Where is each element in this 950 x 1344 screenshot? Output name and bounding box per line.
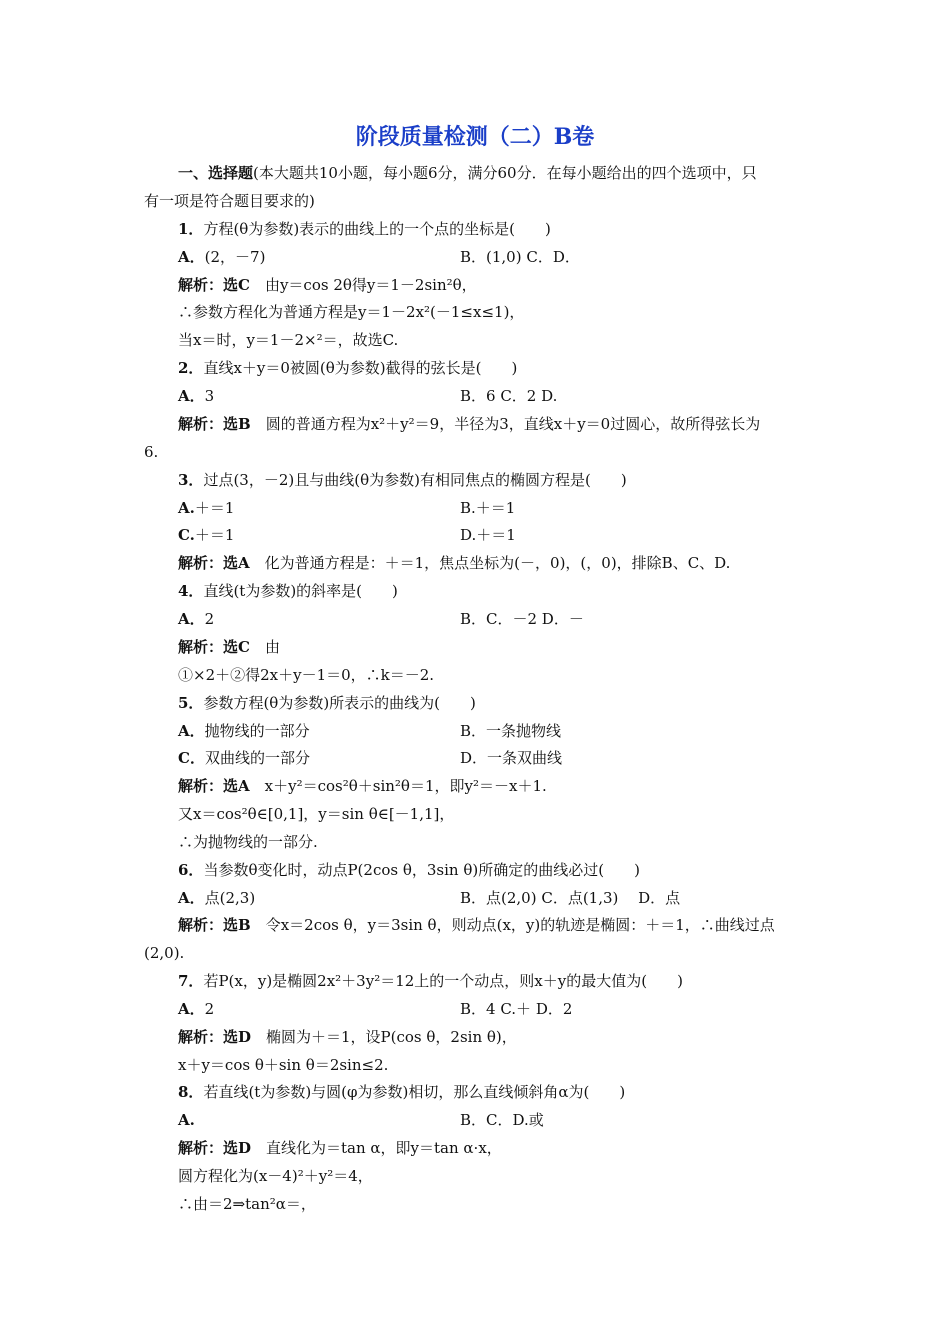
option-right: B．4 C.＋ D．2 <box>460 1000 573 1018</box>
text-line: (2,0). <box>144 944 185 962</box>
text-line: 2．直线x＋y＝0被圆(θ为参数)截得的弦长是( ) <box>178 359 518 377</box>
option-right: D.＋＝1 <box>460 526 516 544</box>
line-label: 解析：选D <box>178 1028 252 1046</box>
text-line: 当x＝时，y＝1－2×²＝，故选C. <box>178 331 399 349</box>
line-label: A. <box>178 499 195 517</box>
option-right: B．点(2,0) C．点(1,3) D．点 <box>460 889 681 907</box>
text-line: A．2 <box>178 610 215 628</box>
text-line: 5．参数方程(θ为参数)所表示的曲线为( ) <box>178 694 476 712</box>
text-line: 圆方程化为(x－4)²＋y²＝4， <box>178 1167 373 1185</box>
line-label: A． <box>178 248 205 266</box>
line-label: 6． <box>178 861 204 879</box>
text-line: 解析：选B 令x＝2cos θ，y＝3sin θ，则动点(x，y)的轨迹是椭圆：＋＝1，∴曲线过点 <box>178 916 775 934</box>
line-label: A． <box>178 387 205 405</box>
line-label: A. <box>178 1111 195 1129</box>
text-line: C．双曲线的一部分 <box>178 749 310 767</box>
text-line: 8．若直线(t为参数)与圆(φ为参数)相切，那么直线倾斜角α为( ) <box>178 1083 626 1101</box>
line-label: A． <box>178 1000 205 1018</box>
line-label: 解析：选B <box>178 415 251 433</box>
section-instructions: (本大题共10小题，每小题6分，满分60分．在每小题给出的四个选项中，只 <box>253 164 757 182</box>
text-line: 解析：选D 椭圆为＋＝1，设P(cos θ，2sin θ)， <box>178 1028 517 1046</box>
text-line: A．(2，－7) <box>178 248 266 266</box>
section-label: 一、选择题 <box>178 164 254 182</box>
section-heading <box>178 163 757 183</box>
text-line: ∴由＝2⇒tan²α＝， <box>178 1195 316 1213</box>
text-line: C.＋＝1 <box>178 526 235 544</box>
text-line: A．2 <box>178 1000 215 1018</box>
text-line <box>178 1110 195 1130</box>
option-right: B．6 C．2 D. <box>460 387 558 405</box>
line-label: 2． <box>178 359 204 377</box>
text-line: 7．若P(x，y)是椭圆2x²＋3y²＝12上的一个动点，则x＋y的最大值为( ) <box>178 972 683 990</box>
option-right: B．(1,0) C．D． <box>460 248 580 266</box>
page-title: 阶段质量检测（二）B卷 <box>355 124 595 150</box>
text-line: 6. <box>144 443 159 461</box>
text-line: 解析：选A 化为普通方程是：＋＝1，焦点坐标为(－，0)，(，0)，排除B、C、D. <box>178 554 731 572</box>
text-line: 解析：选C 由 <box>178 638 280 656</box>
text-line: 4．直线(t为参数)的斜率是( ) <box>178 582 398 600</box>
text-line: A．3 <box>178 387 215 405</box>
text-line: 解析：选C 由y＝cos 2θ得y＝1－2sin²θ， <box>178 276 477 294</box>
line-label: 4． <box>178 582 204 600</box>
text-line: 1．方程(θ为参数)表示的曲线上的一个点的坐标是( ) <box>178 220 551 238</box>
text-line: x＋y＝cos θ＋sin θ＝2sin≤2. <box>178 1056 389 1074</box>
text-line: ①×2＋②得2x＋y－1＝0，∴k＝－2. <box>178 666 435 684</box>
line-label: 3． <box>178 471 204 489</box>
line-label: 解析：选B <box>178 916 251 934</box>
line-label: A． <box>178 889 205 907</box>
text-line: 6．当参数θ变化时，动点P(2cos θ，3sin θ)所确定的曲线必过( ) <box>178 861 640 879</box>
text-line: A．抛物线的一部分 <box>178 722 310 740</box>
line-label: 1． <box>178 220 204 238</box>
text-line: 解析：选A x＋y²＝cos²θ＋sin²θ＝1，即y²＝－x＋1. <box>178 777 547 795</box>
line-label: 解析：选C <box>178 276 250 294</box>
line-label: 8． <box>178 1083 204 1101</box>
line-label: 7． <box>178 972 204 990</box>
text-line: 3．过点(3，－2)且与曲线(θ为参数)有相同焦点的椭圆方程是( ) <box>178 471 627 489</box>
line-label: A． <box>178 722 205 740</box>
option-right: B.＋＝1 <box>460 499 516 517</box>
option-right: B．C．D.或 <box>460 1111 544 1129</box>
text-line: ∴参数方程化为普通方程是y＝1－2x²(－1≤x≤1)， <box>178 303 525 321</box>
line-label: 5． <box>178 694 204 712</box>
option-right: B．一条抛物线 <box>460 722 562 740</box>
line-label: C． <box>178 749 205 767</box>
line-label: 解析：选C <box>178 638 250 656</box>
text-line: 又x＝cos²θ∈[0,1]，y＝sin θ∈[－1,1]， <box>178 805 455 823</box>
option-right: B．C．－2 D．－ <box>460 610 584 628</box>
text-line: 解析：选D 直线化为＝tan α，即y＝tan α·x， <box>178 1139 502 1157</box>
text-line: 解析：选B 圆的普通方程为x²＋y²＝9，半径为3，直线x＋y＝0过圆心，故所得弦长为 <box>178 415 761 433</box>
section-instructions-cont: 有一项是符合题目要求的) <box>144 192 315 210</box>
line-label: 解析：选A <box>178 554 250 572</box>
option-right: D．一条双曲线 <box>460 749 563 767</box>
text-line: A．点(2,3) <box>178 889 256 907</box>
line-label: 解析：选A <box>178 777 250 795</box>
line-label: 解析：选D <box>178 1139 252 1157</box>
line-label: C. <box>178 526 195 544</box>
text-line: A.＋＝1 <box>178 499 235 517</box>
text-line: ∴为抛物线的一部分. <box>178 833 318 851</box>
line-label: A． <box>178 610 205 628</box>
